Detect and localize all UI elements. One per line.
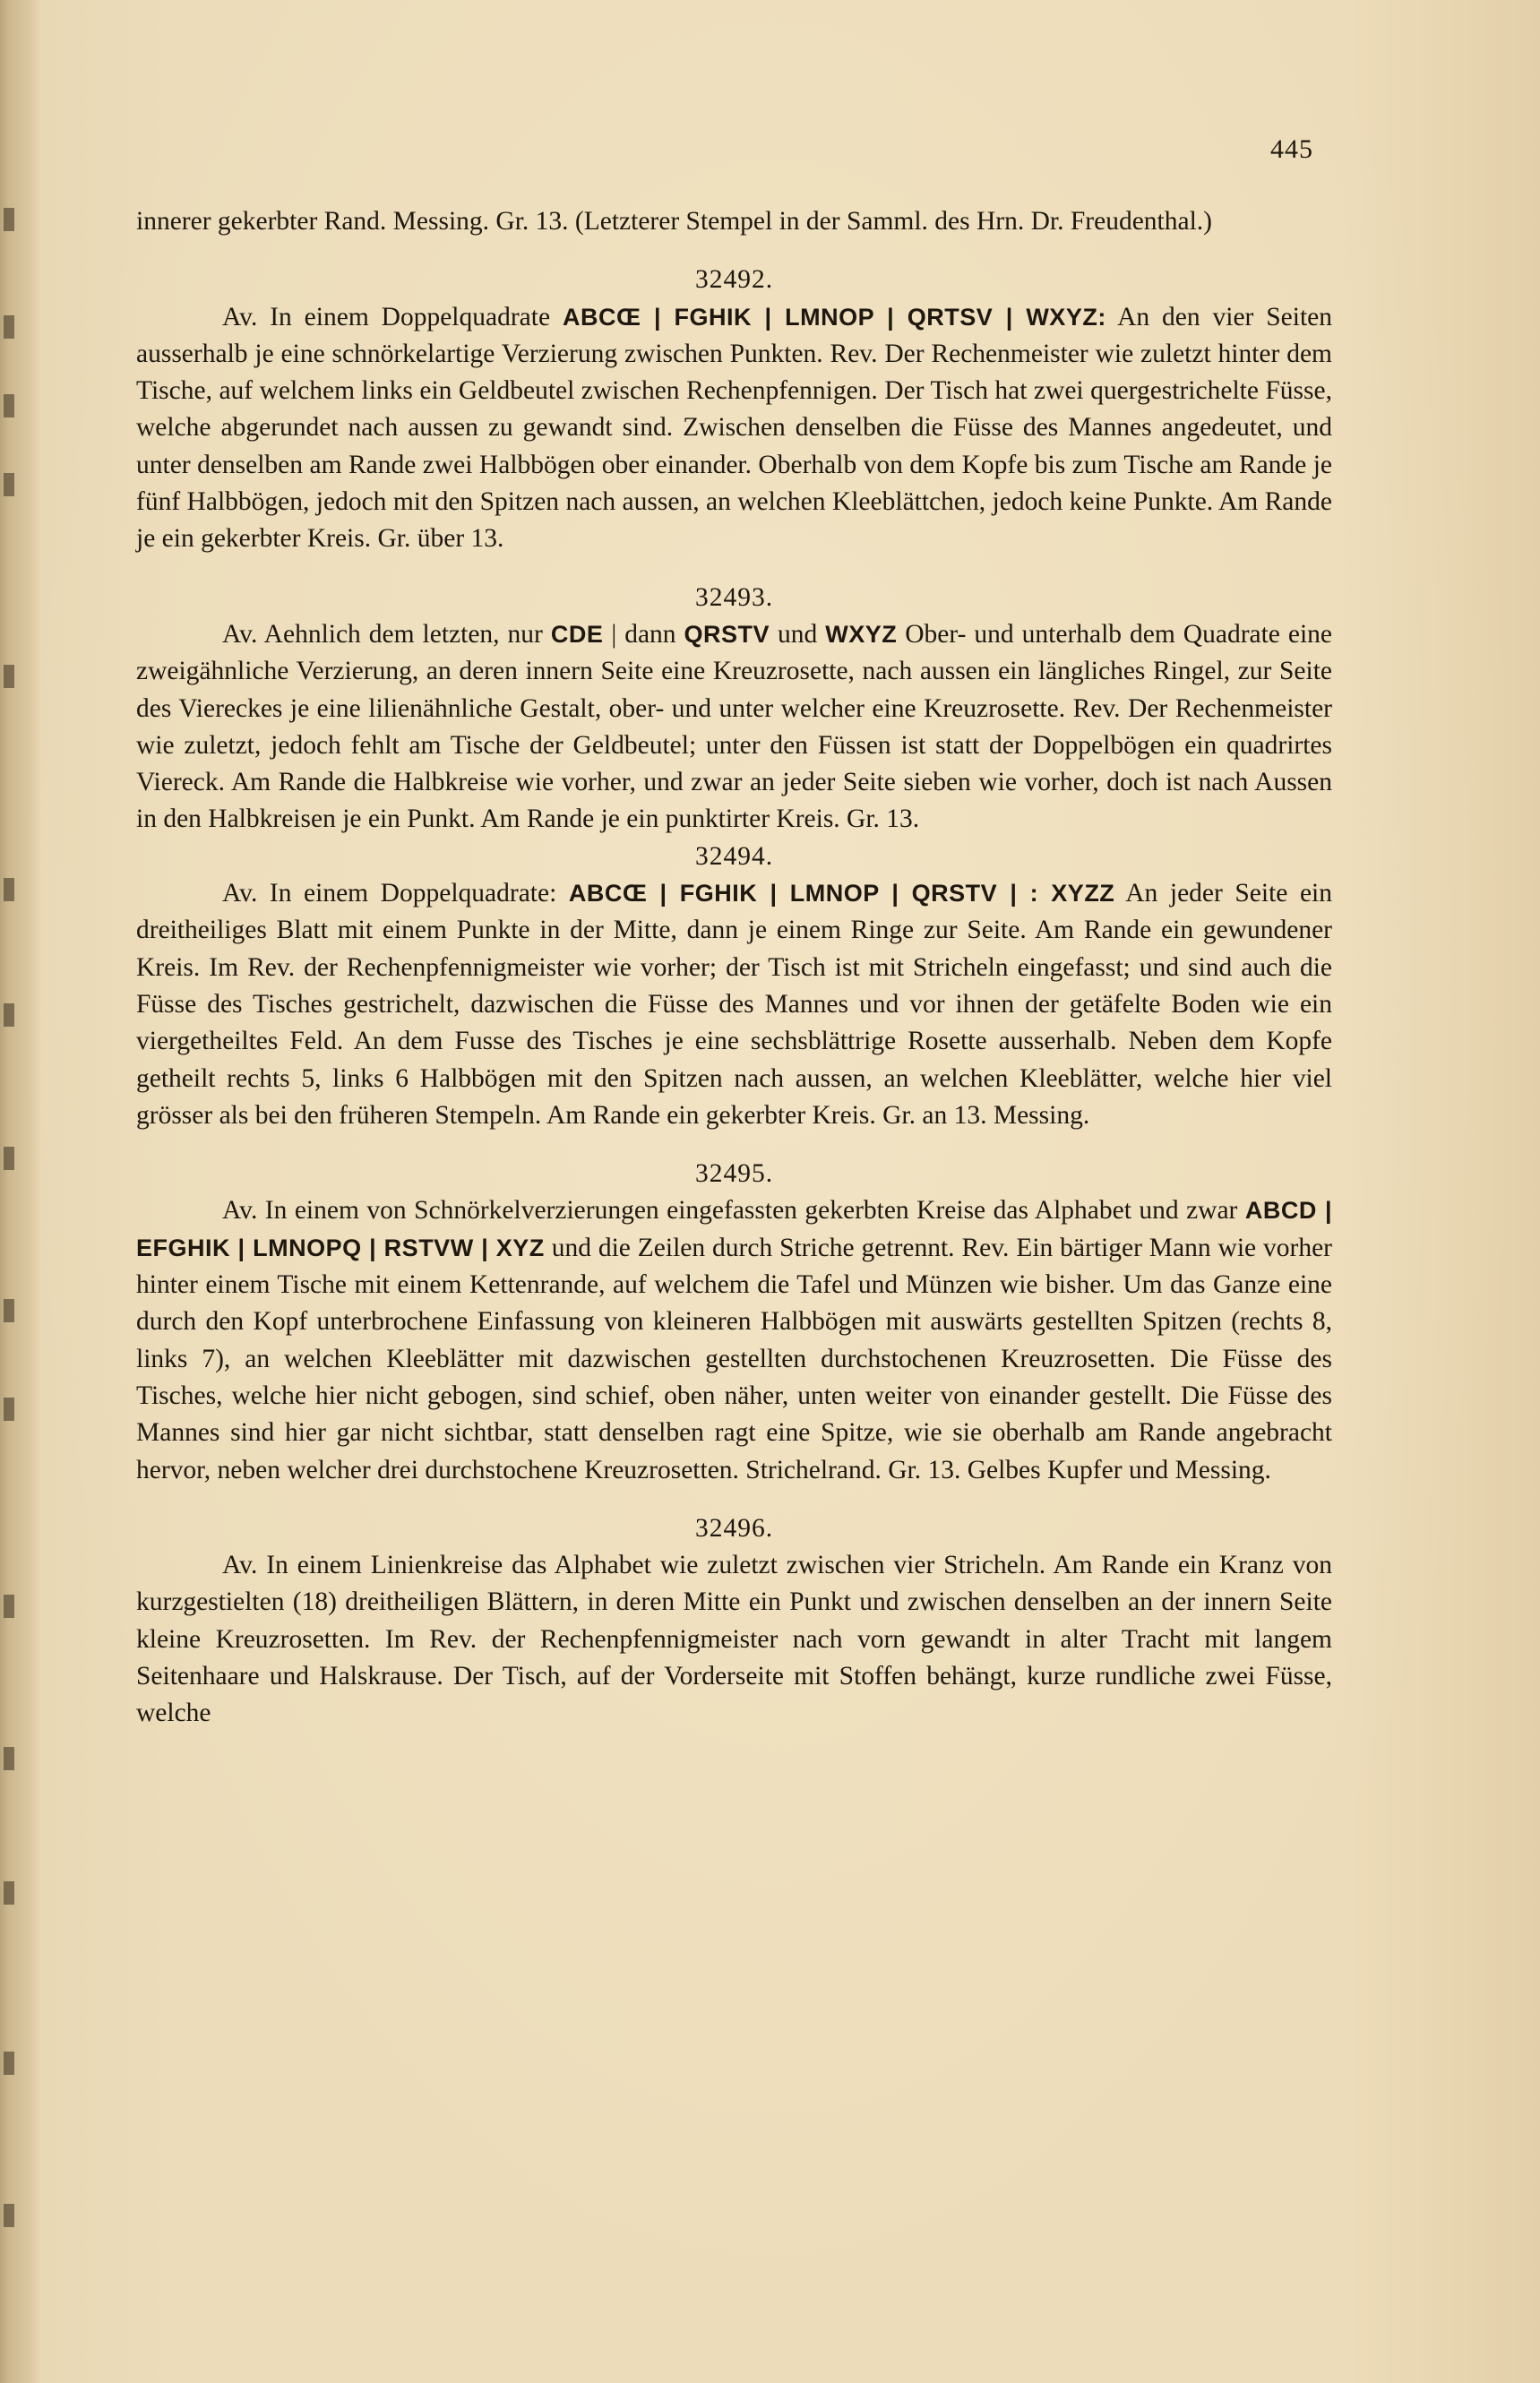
- bleed-mark: [4, 394, 14, 417]
- bleed-mark: [4, 2052, 14, 2075]
- catalog-number: 32492.: [694, 265, 774, 295]
- bleed-mark: [4, 1299, 14, 1322]
- paragraph-text: und die Zeilen durch Striche getrennt. Rev. Ein bärtiger Mann wie vorher hinter einem Tische mit einem Kettenrande, auf welchem die Tafel und Münzen wie bisher. Um das Ganze eine durch den Kopf unterbrochene Einfassung von kleineren Halbbögen mit auswärts gestellten Spitzen (rechts 8, links 7), an welchen Kleeblätter mit dazwischen gestellten durchstochenen Kreuzrosetten. Die Füsse des Tisches, welche hier nicht gebogen, sind schief, oben näher, unten weiter von einander gestellt. Die Füsse des Mannes sind hier gar nicht sichtbar, statt denselben ragt eine Spitze, wie sie oberhalb am Rande angebracht hervor, neben welcher drei durchstochene Kreuzrosetten. Strichelrand. Gr. 13. Gelbes Kupfer und Messing.: [136, 1233, 1332, 1484]
- bleed-mark: [4, 1747, 14, 1770]
- paragraph-text: Av. In einem Linienkreise das Alphabet wie zuletzt zwischen vier Stricheln. Am Rande ein Kranz von kurzgestielten (18) dreitheiligen Blättern, in deren Mitte ein Punkt und zwischen denselben an der innern Seite kleine Kreuzrosetten. Im Rev. der Rechenpfennigmeister nach vorn gewandt in alter Tracht mit langem Seitenhaare und Halskrause. Der Tisch, auf der Vorderseite mit Stoffen behängt, kurze rundliche zwei Füsse, welche: [136, 1551, 1332, 1728]
- entry-paragraph: [136, 616, 1332, 839]
- paragraph-text: und: [770, 619, 826, 649]
- bleed-mark: [4, 878, 14, 901]
- entry-paragraph: [136, 875, 1332, 1134]
- paragraph-text: An den vier Seiten ausserhalb je eine schnörkelartige Verzierung zwischen Punkten. Rev. Der Rechenmeister wie zuletzt hinter dem Tische, auf welchem links ein Geldbeutel zwischen Rechenpfennigen. Der Tisch hat zwei quergestrichelte Füsse, welche abgerundet nach aussen zu gewandt sind. Zwischen denselben die Füsse des Mannes angedeutet, und unter denselben am Rande zwei Halbbögen ober einander. Oberhalb von dem Kopfe bis zum Tische am Rande je fünf Halbbögen, jedoch mit den Spitzen nach aussen, an welchen Kleeblättchen, jedoch keine Punkte. Am Rande je ein gekerbter Kreis. Gr. über 13.: [136, 302, 1333, 554]
- inscription-text: ABCD | EFGHIK | LMNOPQ | RSTVW | XYZ: [136, 1197, 1332, 1261]
- page-number: 445: [1270, 134, 1313, 164]
- paragraph-text: An jeder Seite ein dreitheiliges Blatt mit einem Punkte in der Mitte, dann je einem Ringe zur Seite. Am Rande ein gewundener Kreis. Im Rev. der Rechenpfennigmeister wie vorher; der Tisch ist mit Stricheln eingefasst; und sind auch die Füsse des Tisches gestrichelt, dazwischen die Füsse des Mannes und vor ihnen der getäfelte Boden wie ein viergetheiltes Feld. An dem Fusse des Tisches je eine sechsblättrige Rosette ausserhalb. Neben dem Kopfe getheilt rechts 5, links 6 Halbbögen mit den Spitzen nach aussen, an welchen Kleeblätter, welche hier viel grösser als bei den früheren Stempeln. Am Rande ein gekerbter Kreis. Gr. an 13. Messing.: [136, 879, 1332, 1130]
- entry-paragraph: [136, 1192, 1332, 1488]
- paragraph-text: Ober- und unterhalb dem Quadrate eine zweigähnliche Verzierung, an deren innern Seite eine Kreuzrosette, nach aussen ein längliches Ringel, zur Seite des Viereckes je eine lilienähnliche Gestalt, ober- und unter welcher eine Kreuzrosette. Rev. Der Rechenmeister wie zuletzt, jedoch fehlt am Tische der Geldbeutel; unter den Füssen ist statt der Doppelbögen ein quadrirtes Viereck. Am Rande die Halbkreise wie vorher, und zwar an jeder Seite sieben wie vorher, doch ist nach Aussen in den Halbkreisen je ein Punkt. Am Rande je ein punktirter Kreis. Gr. 13.: [136, 619, 1333, 834]
- paragraph-text: | dann: [603, 619, 684, 649]
- inscription-text: ABCŒ | FGHIK | LMNOP | QRTSV | WXYZ:: [562, 303, 1106, 331]
- bleed-mark: [4, 473, 14, 496]
- bleed-mark: [4, 315, 14, 339]
- bleed-mark: [4, 1595, 14, 1618]
- bleed-mark: [4, 665, 14, 688]
- paragraph-text: Av. In einem von Schnörkelverzierungen eingefassten gekerbten Kreise das Alphabet und zwar: [222, 1196, 1245, 1226]
- inscription-text: WXYZ: [825, 620, 898, 648]
- inscription-text: ABCŒ | FGHIK | LMNOP | QRSTV | : XYZZ: [568, 880, 1115, 908]
- bleed-mark: [4, 2204, 14, 2227]
- entry-paragraph: innerer gekerbter Rand. Messing. Gr. 13. (Letzterer Stempel in der Samml. des Hrn. Dr. Freudenthal.): [136, 207, 1212, 236]
- bleed-mark: [4, 1003, 14, 1027]
- bleed-mark: [4, 1398, 14, 1421]
- catalog-number: 32495.: [694, 1159, 774, 1189]
- bleed-mark: [4, 208, 14, 231]
- catalog-number: 32493.: [694, 582, 774, 612]
- inscription-text: CDE: [550, 620, 604, 648]
- paragraph-text: Av. In einem Doppelquadrate:: [222, 879, 569, 908]
- text-body: [136, 203, 1332, 1733]
- bleed-mark: [4, 1881, 14, 1905]
- catalog-number: 32496.: [694, 1513, 774, 1543]
- catalog-number: 32494.: [694, 841, 774, 871]
- bleed-mark: [4, 1147, 14, 1170]
- inscription-text: QRSTV: [684, 620, 770, 648]
- entry-paragraph: [136, 1547, 1332, 1732]
- paragraph-text: Av. Aehnlich dem letzten, nur: [222, 619, 551, 649]
- entry-paragraph: [136, 299, 1332, 558]
- paragraph-text: Av. In einem Doppelquadrate: [222, 302, 563, 331]
- binding-gutter: [0, 0, 41, 2383]
